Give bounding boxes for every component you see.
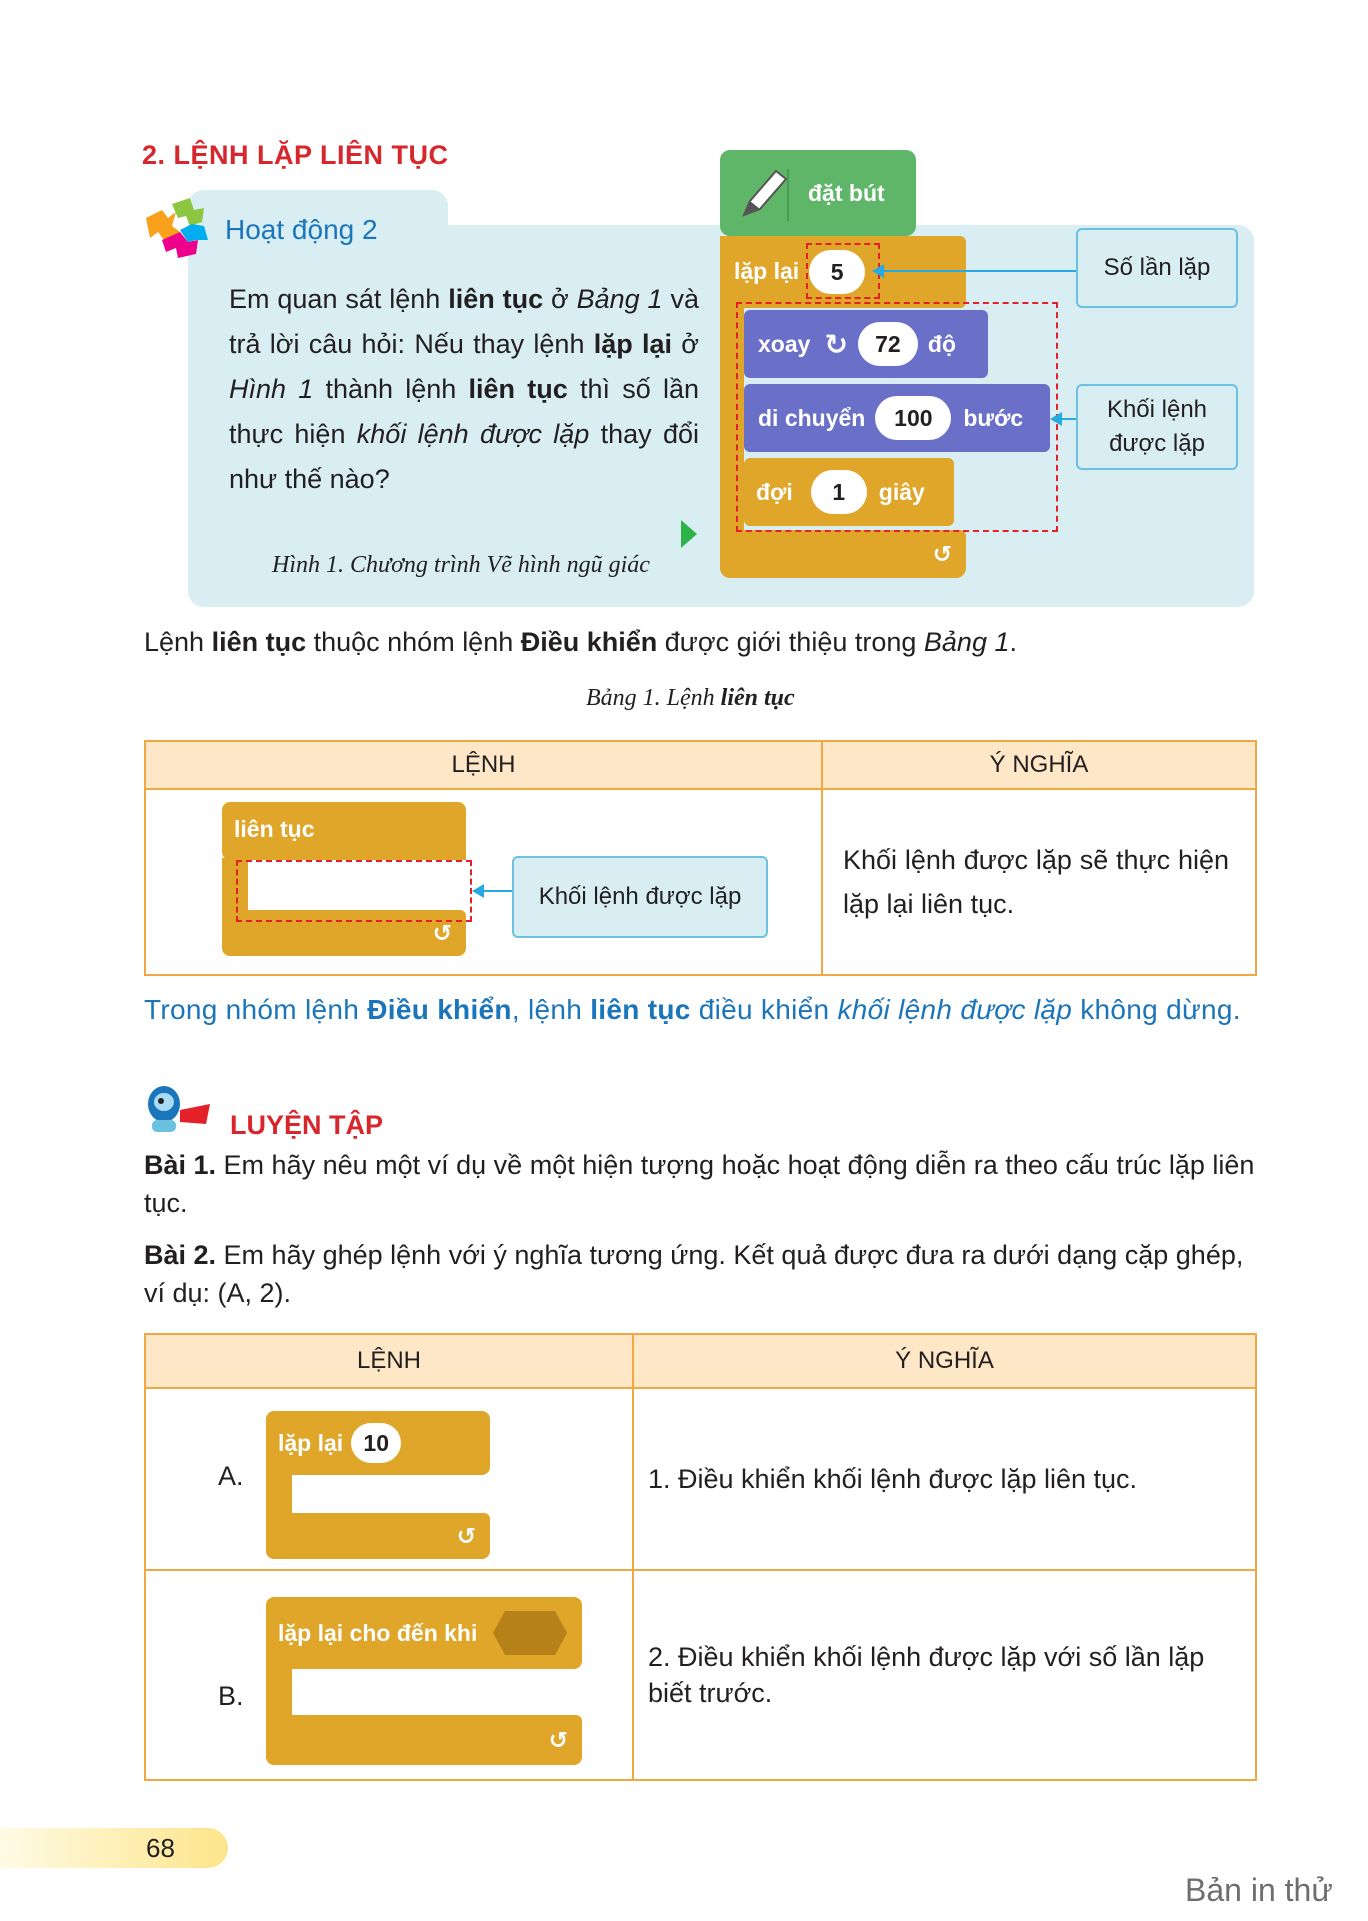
figure-caption: Hình 1. Chương trình Vẽ hình ngũ giác — [272, 552, 650, 578]
rotate-clockwise-icon: ↻ — [824, 328, 848, 360]
pen-down-block — [720, 150, 916, 236]
callout-arrow-head — [472, 884, 484, 898]
repeat-10-foot — [266, 1513, 490, 1559]
activity-title: Hoạt động 2 — [225, 214, 378, 245]
play-icon — [681, 520, 697, 548]
table-matching — [144, 1333, 1257, 1781]
callout-arrow-line — [480, 890, 512, 892]
draft-label: Bản in thử — [1185, 1872, 1333, 1908]
table-row-a-meaning: 1. Điều khiển khối lệnh được lặp liên tục. — [633, 1388, 1256, 1570]
row-letter: B. — [218, 1681, 244, 1711]
loop-arrow-icon: ↺ — [932, 540, 952, 567]
table-row-b-command — [145, 1570, 633, 1780]
repeat-value: 10 — [351, 1423, 401, 1463]
table-cell-command — [145, 789, 822, 975]
condition-slot-icon — [491, 1609, 569, 1657]
callout-arrow-line — [880, 270, 1076, 272]
robot-icon — [142, 1080, 214, 1136]
pen-down-label: đặt bút — [808, 179, 885, 206]
repeated-block-highlight — [736, 302, 1058, 532]
repeat-until-label: lặp lại cho đến khi — [278, 1619, 478, 1646]
move-unit: bước — [963, 404, 1024, 431]
repeat-label: lặp lại — [734, 258, 800, 284]
exercise-2: Bài 2. Em hãy ghép lệnh với ý nghĩa tương ứng. Kết quả được đưa ra dưới dạng cặp ghép, ví dụ: (A, 2). — [144, 1240, 1244, 1308]
turn-label: xoay — [758, 330, 811, 357]
move-value: 100 — [875, 396, 951, 440]
turn-value: 72 — [858, 322, 918, 366]
activity-question: Em quan sát lệnh liên tục ở Bảng 1 và trả lời câu hỏi: Nếu thay lệnh lặp lại ở Hình 1 thành lệnh liên tục thì số lần thực hiện khối lệnh được lặp thay đổi như thế nào? — [229, 284, 699, 494]
row-letter: A. — [218, 1461, 244, 1491]
repeat-label: lặp lại — [278, 1429, 344, 1456]
forever-callout: Khối lệnh được lặp — [512, 856, 768, 938]
repeat-until-foot — [266, 1715, 582, 1765]
repeated-block-callout: Khối lệnh được lặp — [1076, 384, 1238, 470]
section-title: 2. LỆNH LẶP LIÊN TỤC — [142, 140, 449, 170]
move-label: di chuyển — [758, 404, 866, 431]
intro-sentence: Lệnh liên tục thuộc nhóm lệnh Điều khiển được giới thiệu trong Bảng 1. — [144, 627, 1017, 657]
page-number-bar — [0, 1828, 228, 1868]
pen-icon — [730, 163, 796, 223]
loop-arrow-icon: ↺ — [432, 919, 452, 946]
exercise-1: Bài 1. Em hãy nêu một ví dụ về một hiện tượng hoặc hoạt động diễn ra theo cấu trúc lặp liên tục. — [144, 1150, 1255, 1218]
table-row-b-meaning: 2. Điều khiển khối lệnh được lặp với số lần lặp biết trước. — [633, 1570, 1256, 1780]
table-header-command: LỆNH — [145, 741, 822, 789]
forever-label: liên tục — [234, 816, 315, 842]
table-header-meaning: Ý NGHĨA — [822, 741, 1256, 789]
table-header-command: LỆNH — [145, 1334, 633, 1388]
forever-block — [222, 802, 466, 860]
callout-arrow-head — [872, 264, 884, 278]
table-caption: Bảng 1. Lệnh liên tục — [586, 685, 795, 711]
page-number: 68 — [146, 1833, 175, 1863]
repeat-until-block — [266, 1597, 582, 1669]
practice-title: LUYỆN TẬP — [230, 1110, 384, 1140]
table-header-meaning: Ý NGHĨA — [633, 1334, 1256, 1388]
repeat-10-block — [266, 1411, 490, 1475]
callout-arrow-head — [1050, 412, 1062, 426]
summary-note: Trong nhóm lệnh Điều khiển, lệnh liên tục điều khiển khối lệnh được lặp không dừng. — [144, 994, 1241, 1025]
wait-label: đợi — [756, 478, 793, 505]
repeat-block-foot — [720, 530, 966, 578]
repeat-count-highlight — [806, 243, 880, 299]
repeat-count-callout: Số lần lặp — [1076, 228, 1238, 308]
table-row-a-command — [145, 1388, 633, 1570]
wait-value: 1 — [811, 470, 867, 514]
forever-body-highlight — [236, 860, 472, 922]
loop-arrow-icon: ↺ — [456, 1522, 476, 1549]
repeat-count: 5 — [809, 250, 865, 294]
loop-arrow-icon: ↺ — [548, 1726, 568, 1753]
turn-unit: độ — [927, 330, 957, 357]
puzzle-icon — [142, 196, 214, 262]
table-cell-meaning: Khối lệnh được lặp sẽ thực hiện lặp lại liên tục. — [822, 789, 1256, 975]
table-forever-command — [144, 740, 1257, 976]
wait-unit: giây — [878, 478, 925, 505]
